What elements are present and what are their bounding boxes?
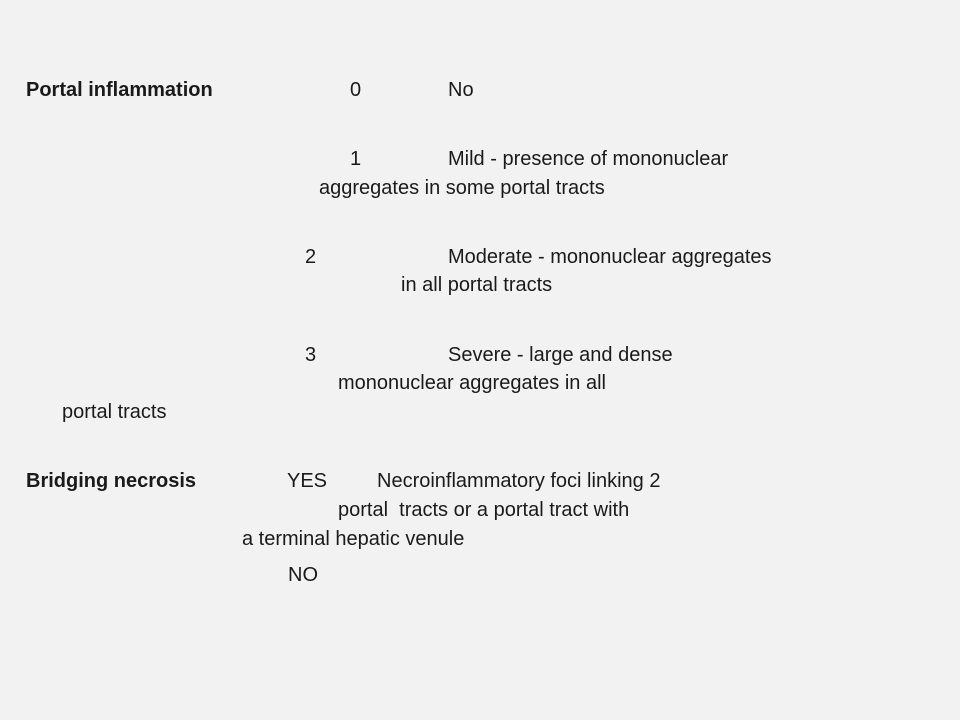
portal-inflammation-heading: Portal inflammation	[26, 79, 213, 101]
grade-2-score: 2	[305, 246, 317, 268]
bridging-no-score: NO	[288, 564, 318, 586]
grade-2-description-line1: Moderate - mononuclear aggregates	[448, 246, 772, 268]
bridging-yes-score: YES	[287, 470, 328, 492]
bridging-yes-description-line1: Necroinflammatory foci linking 2	[377, 470, 661, 492]
grade-0-score: 0	[350, 79, 362, 101]
bridging-necrosis-heading: Bridging necrosis	[26, 470, 197, 492]
grade-3-score: 3	[305, 344, 317, 366]
grade-3-description-line3: portal tracts	[62, 401, 167, 423]
bridging-yes-description-line2: portal tracts or a portal tract with	[338, 499, 630, 521]
grade-3-description-line2: mononuclear aggregates in all	[338, 372, 606, 394]
grade-3-description-line1: Severe - large and dense	[448, 344, 673, 366]
grade-1-description-line2: aggregates in some portal tracts	[319, 177, 605, 199]
grade-0-description: No	[448, 79, 474, 101]
grade-1-score: 1	[350, 148, 362, 170]
grade-1-description-line1: Mild - presence of mononuclear	[448, 148, 729, 170]
grade-2-description-line2: in all portal tracts	[401, 274, 553, 296]
bridging-yes-description-line3: a terminal hepatic venule	[242, 528, 465, 550]
